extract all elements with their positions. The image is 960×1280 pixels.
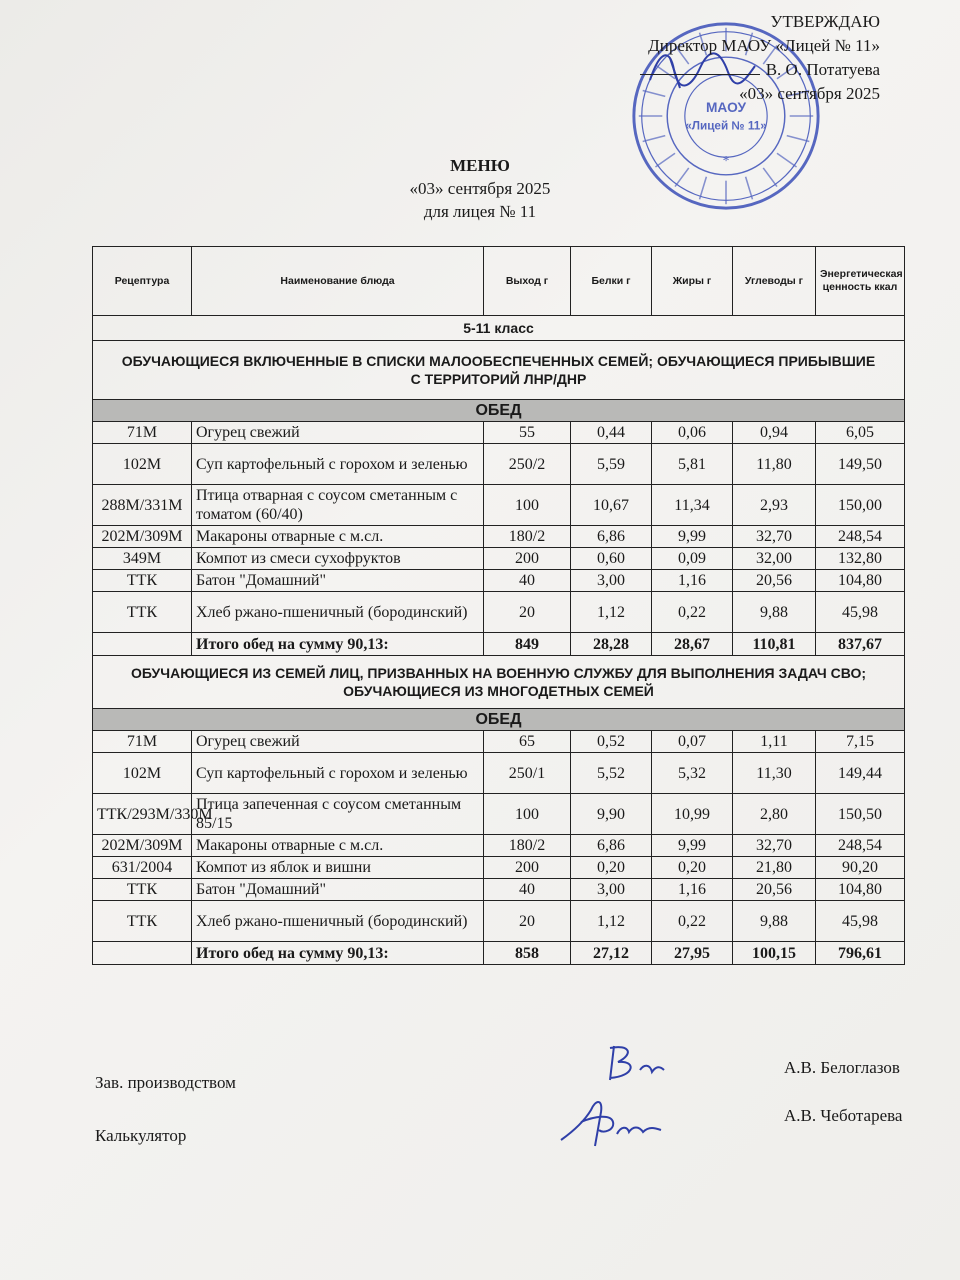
total-energy: 796,61 [816,942,905,965]
recipe-code: 202М/309М [93,835,192,857]
production-manager-name: А.В. Белоглазов [784,1058,900,1077]
energy-value: 150,50 [816,794,905,835]
dish-name: Птица запеченная с соусом сметанным 85/15 [192,794,484,835]
dish-name: Огурец свежий [192,731,484,753]
table-row [93,485,905,526]
carbs-value: 9,88 [733,901,816,942]
table-row [93,548,905,570]
recipe-code: 102М [93,444,192,485]
fat-value: 1,16 [652,879,733,901]
energy-value: 104,80 [816,570,905,592]
carbs-value: 2,80 [733,794,816,835]
header-carbs: Углеводы г [733,247,816,316]
total-carbs: 110,81 [733,633,816,656]
meal-band-row [93,400,905,422]
fat-value: 11,34 [652,485,733,526]
recipe-code: ТТК [93,901,192,942]
menu-date: «03» сентября 2025 [409,179,551,198]
protein-value: 6,86 [571,526,652,548]
total-blank-cell [93,633,192,656]
table-row [93,592,905,633]
protein-value: 1,12 [571,592,652,633]
output-value: 180/2 [484,526,571,548]
recipe-code: 102М [93,753,192,794]
table-row [93,879,905,901]
fat-value: 0,22 [652,592,733,633]
dish-name: Компот из яблок и вишни [192,857,484,879]
recipe-code: ТТК [93,570,192,592]
carbs-value: 32,00 [733,548,816,570]
header-energy: Энергетическая ценность ккал [816,247,905,316]
fat-value: 9,99 [652,835,733,857]
dish-name: Птица отварная с соусом сметанным с томатом (60/40) [192,485,484,526]
table-row [93,794,905,835]
approval-director-name: В. О. Потатуева [765,60,880,79]
meal-label: ОБЕД [93,400,905,422]
table-row [93,731,905,753]
header-dish-name: Наименование блюда [192,247,484,316]
recipe-code: 349М [93,548,192,570]
recipe-code: ТТК/293М/330М [93,794,192,835]
table-header-row [93,247,905,316]
calculator-signature [555,1090,665,1150]
recipe-code: 71М [93,422,192,444]
dish-name: Компот из смеси сухофруктов [192,548,484,570]
fat-value: 1,16 [652,570,733,592]
signature-line [640,74,760,75]
protein-value: 6,86 [571,835,652,857]
total-row [93,942,905,965]
header-recipe: Рецептура [93,247,192,316]
energy-value: 45,98 [816,592,905,633]
output-value: 40 [484,570,571,592]
total-protein: 28,28 [571,633,652,656]
protein-value: 3,00 [571,570,652,592]
fat-value: 5,32 [652,753,733,794]
protein-value: 0,44 [571,422,652,444]
protein-value: 3,00 [571,879,652,901]
approval-heading: УТВЕРЖДАЮ [770,12,880,31]
output-value: 40 [484,879,571,901]
carbs-value: 0,94 [733,422,816,444]
carbs-value: 2,93 [733,485,816,526]
output-value: 100 [484,794,571,835]
stamp-center-line2: «Лицей № 11» [685,119,767,133]
stamp-center-line1: МАОУ [705,100,747,116]
output-value: 200 [484,857,571,879]
recipe-code: ТТК [93,879,192,901]
protein-value: 1,12 [571,901,652,942]
group-title-row [93,341,905,400]
recipe-code: 202М/309М [93,526,192,548]
table-row [93,753,905,794]
protein-value: 5,52 [571,753,652,794]
svg-text:*: * [722,153,730,168]
fat-value: 0,06 [652,422,733,444]
total-blank-cell [93,942,192,965]
energy-value: 104,80 [816,879,905,901]
total-row [93,633,905,656]
menu-school: для лицея № 11 [423,202,537,221]
dish-name: Макароны отварные с м.сл. [192,526,484,548]
table-row [93,422,905,444]
fat-value: 0,07 [652,731,733,753]
fat-value: 0,22 [652,901,733,942]
output-value: 55 [484,422,571,444]
carbs-value: 20,56 [733,879,816,901]
fat-value: 0,20 [652,857,733,879]
energy-value: 7,15 [816,731,905,753]
output-value: 250/2 [484,444,571,485]
fat-value: 0,09 [652,548,733,570]
output-value: 180/2 [484,835,571,857]
header-output: Выход г [484,247,571,316]
recipe-code: 71М [93,731,192,753]
dish-name: Хлеб ржано-пшеничный (бородинский) [192,592,484,633]
production-manager-signature [600,1040,670,1090]
protein-value: 10,67 [571,485,652,526]
carbs-value: 21,80 [733,857,816,879]
protein-value: 0,52 [571,731,652,753]
dish-name: Батон "Домашний" [192,879,484,901]
calculator-role: Калькулятор [95,1126,187,1145]
dish-name: Макароны отварные с м.сл. [192,835,484,857]
output-value: 200 [484,548,571,570]
recipe-code: 631/2004 [93,857,192,879]
dish-name: Хлеб ржано-пшеничный (бородинский) [192,901,484,942]
table-row [93,901,905,942]
table-row [93,857,905,879]
table-row [93,835,905,857]
energy-value: 149,44 [816,753,905,794]
grade-row [93,316,905,341]
table-row [93,444,905,485]
output-value: 20 [484,592,571,633]
table-row [93,570,905,592]
energy-value: 150,00 [816,485,905,526]
protein-value: 5,59 [571,444,652,485]
total-output: 849 [484,633,571,656]
header-protein: Белки г [571,247,652,316]
recipe-code: ТТК [93,592,192,633]
carbs-value: 11,30 [733,753,816,794]
energy-value: 45,98 [816,901,905,942]
calculator-name: А.В. Чеботарева [784,1106,903,1125]
fat-value: 5,81 [652,444,733,485]
energy-value: 6,05 [816,422,905,444]
approval-date: «03» сентября 2025 [739,84,880,103]
total-fat: 28,67 [652,633,733,656]
document-title [330,154,630,223]
output-value: 100 [484,485,571,526]
dish-name: Огурец свежий [192,422,484,444]
group-title: ОБУЧАЮЩИЕСЯ ВКЛЮЧЕННЫЕ В СПИСКИ МАЛООБЕСПЕЧЕННЫХ СЕМЕЙ; ОБУЧАЮЩИЕСЯ ПРИБЫВШИЕ С ТЕРРИТОРИЙ ЛНР/ДНР [93,341,905,400]
dish-name: Суп картофельный с горохом и зеленью [192,444,484,485]
total-energy: 837,67 [816,633,905,656]
carbs-value: 1,11 [733,731,816,753]
protein-value: 0,20 [571,857,652,879]
output-value: 20 [484,901,571,942]
energy-value: 248,54 [816,835,905,857]
menu-heading: МЕНЮ [450,156,510,175]
carbs-value: 9,88 [733,592,816,633]
carbs-value: 32,70 [733,835,816,857]
carbs-value: 11,80 [733,444,816,485]
header-fat: Жиры г [652,247,733,316]
carbs-value: 32,70 [733,526,816,548]
total-fat: 27,95 [652,942,733,965]
total-carbs: 100,15 [733,942,816,965]
meal-band-row [93,709,905,731]
approval-block [640,10,880,106]
carbs-value: 20,56 [733,570,816,592]
table-row [93,526,905,548]
group-title: ОБУЧАЮЩИЕСЯ ИЗ СЕМЕЙ ЛИЦ, ПРИЗВАННЫХ НА ВОЕННУЮ СЛУЖБУ ДЛЯ ВЫПОЛНЕНИЯ ЗАДАЧ СВО; ОБУЧАЮЩИЕСЯ ИЗ МНОГОДЕТНЫХ СЕМЕЙ [93,656,905,709]
energy-value: 248,54 [816,526,905,548]
approval-position: Директор МАОУ «Лицей № 11» [648,36,880,55]
meal-label: ОБЕД [93,709,905,731]
recipe-code: 288М/331М [93,485,192,526]
total-label: Итого обед на сумму 90,13: [192,942,484,965]
energy-value: 132,80 [816,548,905,570]
output-value: 250/1 [484,753,571,794]
output-value: 65 [484,731,571,753]
fat-value: 10,99 [652,794,733,835]
menu-table [92,246,905,965]
production-manager-role: Зав. производством [95,1073,236,1092]
total-output: 858 [484,942,571,965]
total-protein: 27,12 [571,942,652,965]
group-title-row [93,656,905,709]
dish-name: Батон "Домашний" [192,570,484,592]
energy-value: 149,50 [816,444,905,485]
total-label: Итого обед на сумму 90,13: [192,633,484,656]
approval-signatory [640,58,880,82]
grade-label: 5-11 класс [93,316,905,341]
dish-name: Суп картофельный с горохом и зеленью [192,753,484,794]
protein-value: 9,90 [571,794,652,835]
protein-value: 0,60 [571,548,652,570]
fat-value: 9,99 [652,526,733,548]
energy-value: 90,20 [816,857,905,879]
